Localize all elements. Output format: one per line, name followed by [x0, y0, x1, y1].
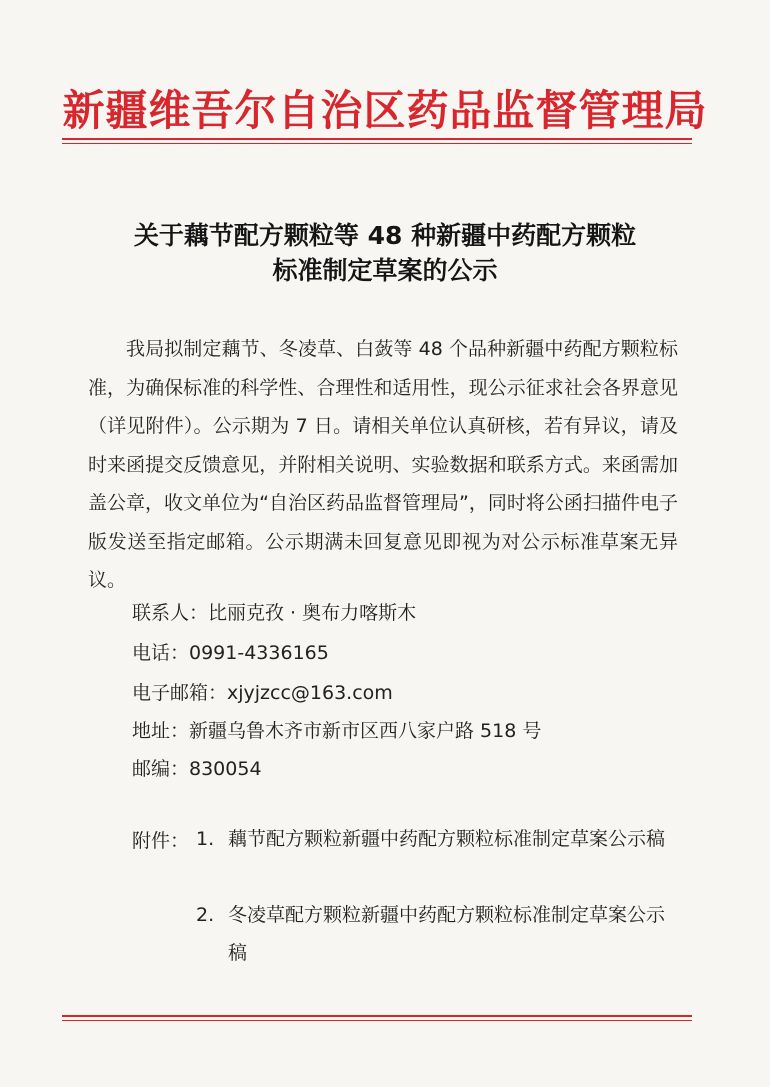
attachment-title[interactable]: 冬凌草配方颗粒新疆中药配方颗粒标准制定草案公示稿	[228, 904, 666, 964]
issuer-letterhead: 新疆维吾尔自治区药品监督管理局	[62, 86, 708, 135]
attachment-number: 2.	[196, 904, 215, 926]
letterhead-rule-thin	[62, 143, 692, 144]
contact-postcode: 邮编：830054	[132, 758, 262, 780]
document-title-line1: 关于藕节配方颗粒等 48 种新疆中药配方颗粒	[133, 221, 637, 250]
contact-phone: 电话：0991-4336165	[132, 642, 329, 664]
footer-rule-thin	[62, 1020, 692, 1021]
document-title-line2: 标准制定草案的公示	[272, 256, 498, 285]
attachment-item[interactable]	[196, 896, 676, 972]
body-paragraph: 我局拟制定藕节、冬凌草、白蔹等 48 个品种新疆中药配方颗粒标准，为确保标准的科学性、合理性和适用性，现公示征求社会各界意见（详见附件）。公示期为 7 日。请相关单位认真研核，若有异议，请及时来函提交反馈意见，并附相关说明、实验数据和联系方式。来函需加盖公章，收文单位为“自治区药品监督管理局”，同时将公函扫描件电子版发送至指定邮箱。公示期满未回复意见即视为对公示标准草案无异议。	[88, 338, 678, 591]
contact-email: 电子邮箱：xjyjzcc@163.com	[132, 682, 393, 704]
contact-person: 联系人：比丽克孜 · 奥布力喀斯木	[132, 602, 417, 624]
footer-rule	[62, 1015, 692, 1017]
contact-address: 地址：新疆乌鲁木齐市新市区西八家户路 518 号	[132, 720, 542, 742]
attachment-title[interactable]: 藕节配方颗粒新疆中药配方颗粒标准制定草案公示稿	[228, 828, 666, 850]
attachment-number: 1.	[196, 828, 215, 850]
attachments-label: 附件：	[132, 830, 190, 852]
attachment-item[interactable]	[196, 820, 676, 858]
letterhead-rule	[62, 138, 692, 140]
